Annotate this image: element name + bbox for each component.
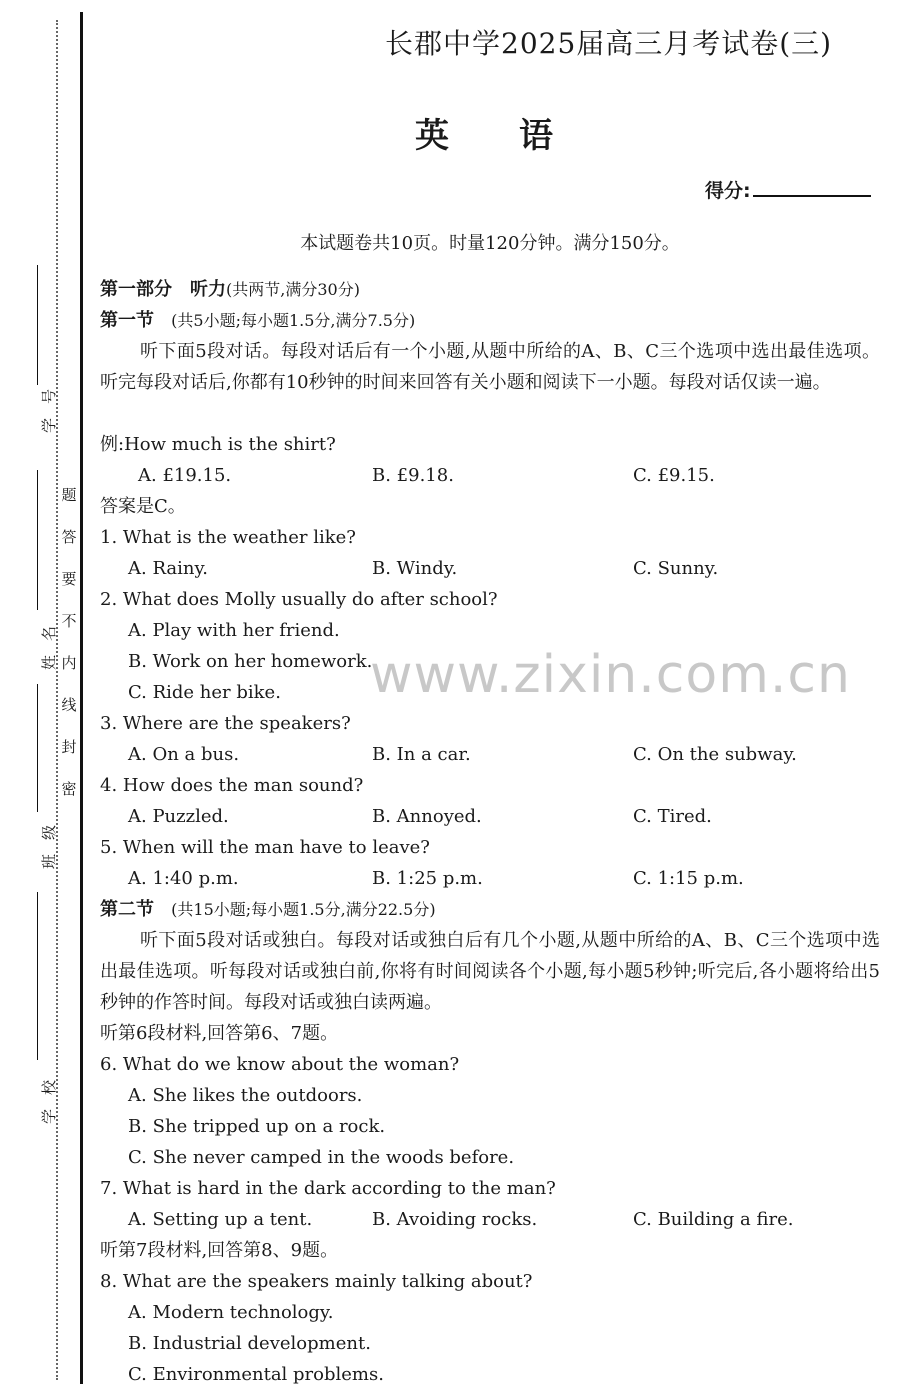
section2-title: 第二节 xyxy=(100,899,154,920)
q3-option-a[interactable]: A. On a bus. xyxy=(128,744,240,765)
example-option-a: A. £19.15. xyxy=(138,465,232,486)
section1-heading xyxy=(100,312,415,330)
watermark: www.zixin.com.cn xyxy=(370,645,851,705)
school-label: 学校 xyxy=(40,1065,58,1124)
student-id-blank[interactable] xyxy=(37,265,38,385)
q5-option-c[interactable]: C. 1:15 p.m. xyxy=(633,868,744,889)
seal-dotted-line xyxy=(56,20,58,1380)
section1-note: (共5小题;每小题1.5分,满分7.5分) xyxy=(171,311,416,330)
warning-char: 题 xyxy=(61,486,77,504)
q1-option-c[interactable]: C. Sunny. xyxy=(633,558,719,579)
question-4: 4. How does the man sound? xyxy=(100,775,364,796)
warning-char: 封 xyxy=(61,738,77,756)
section1-title: 第一节 xyxy=(100,310,154,331)
name-blank[interactable] xyxy=(37,470,38,610)
warning-char: 不 xyxy=(61,612,77,630)
student-id-label: 学号 xyxy=(40,374,58,433)
q3-option-b[interactable]: B. In a car. xyxy=(372,744,471,765)
q1-option-b[interactable]: B. Windy. xyxy=(372,558,458,579)
score-blank[interactable] xyxy=(753,195,871,197)
q2-option-a[interactable]: A. Play with her friend. xyxy=(128,620,340,641)
section2-heading xyxy=(100,901,436,919)
example-answer: 答案是C。 xyxy=(100,496,186,517)
q8-option-c[interactable]: C. Environmental problems. xyxy=(128,1364,384,1385)
section2-instructions: 听下面5段对话或独白。每段对话或独白后有几个小题,从题中所给的A、B、C三个选项中选出最佳选项。听每段对话或独白前,你将有时间阅读各个小题,每小题5秒钟;听完后,各小题将给出5秒钟的作答时间。每段对话或独白读两遍。 xyxy=(100,930,880,1013)
warning-char: 线 xyxy=(61,696,77,714)
material-7-prompt: 听第7段材料,回答第8、9题。 xyxy=(100,1240,339,1261)
example-option-c: C. £9.15. xyxy=(633,465,715,486)
q6-option-b[interactable]: B. She tripped up on a rock. xyxy=(128,1116,386,1137)
question-7: 7. What is hard in the dark according to the man? xyxy=(100,1178,556,1199)
material-6-prompt: 听第6段材料,回答第6、7题。 xyxy=(100,1023,339,1044)
exam-note: 本试题卷共10页。时量120分钟。满分150分。 xyxy=(300,233,680,254)
question-3: 3. Where are the speakers? xyxy=(100,713,351,734)
q8-option-a[interactable]: A. Modern technology. xyxy=(128,1302,334,1323)
section1-instructions: 听下面5段对话。每段对话后有一个小题,从题中所给的A、B、C三个选项中选出最佳选项。听完每段对话后,你都有10秒钟的时间来回答有关小题和阅读下一小题。每段对话仅读一遍。 xyxy=(100,341,880,393)
warning-char: 答 xyxy=(61,528,77,546)
example-option-b: B. £9.18. xyxy=(372,465,454,486)
margin-border-line xyxy=(80,12,83,1384)
score-box xyxy=(705,176,871,203)
exam-title: 长郡中学2025届高三月考试卷(三) xyxy=(385,27,833,60)
q3-option-c[interactable]: C. On the subway. xyxy=(633,744,797,765)
class-blank[interactable] xyxy=(37,684,38,812)
subject-title: 英语 xyxy=(415,116,623,156)
question-8: 8. What are the speakers mainly talking about? xyxy=(100,1271,533,1292)
q2-option-b[interactable]: B. Work on her homework. xyxy=(128,651,373,672)
q5-option-a[interactable]: A. 1:40 p.m. xyxy=(128,868,239,889)
binding-margin xyxy=(0,0,100,1388)
part1-note: (共两节,满分30分) xyxy=(226,280,360,299)
q6-option-c[interactable]: C. She never camped in the woods before. xyxy=(128,1147,515,1168)
q7-option-b[interactable]: B. Avoiding rocks. xyxy=(372,1209,538,1230)
question-5: 5. When will the man have to leave? xyxy=(100,837,430,858)
school-blank[interactable] xyxy=(37,892,38,1060)
question-1: 1. What is the weather like? xyxy=(100,527,356,548)
q7-option-c[interactable]: C. Building a fire. xyxy=(633,1209,794,1230)
q6-option-a[interactable]: A. She likes the outdoors. xyxy=(128,1085,363,1106)
question-2: 2. What does Molly usually do after school? xyxy=(100,589,498,610)
score-label: 得分: xyxy=(705,180,751,202)
seal-warning-text xyxy=(60,488,78,824)
q5-option-b[interactable]: B. 1:25 p.m. xyxy=(372,868,483,889)
q4-option-b[interactable]: B. Annoyed. xyxy=(372,806,482,827)
warning-char: 要 xyxy=(61,570,77,588)
question-6: 6. What do we know about the woman? xyxy=(100,1054,460,1075)
part1-title: 第一部分 听力 xyxy=(100,279,226,300)
q2-option-c[interactable]: C. Ride her bike. xyxy=(128,682,281,703)
q4-option-c[interactable]: C. Tired. xyxy=(633,806,712,827)
q1-option-a[interactable]: A. Rainy. xyxy=(128,558,208,579)
warning-char: 密 xyxy=(61,780,77,798)
class-label: 班级 xyxy=(40,810,58,869)
section2-note: (共15小题;每小题1.5分,满分22.5分) xyxy=(171,900,436,919)
q8-option-b[interactable]: B. Industrial development. xyxy=(128,1333,371,1354)
q4-option-a[interactable]: A. Puzzled. xyxy=(128,806,229,827)
name-label: 姓名 xyxy=(40,611,58,670)
warning-char: 内 xyxy=(61,654,77,672)
q7-option-a[interactable]: A. Setting up a tent. xyxy=(128,1209,313,1230)
part1-heading xyxy=(100,281,360,299)
example-question: 例:How much is the shirt? xyxy=(100,434,336,455)
